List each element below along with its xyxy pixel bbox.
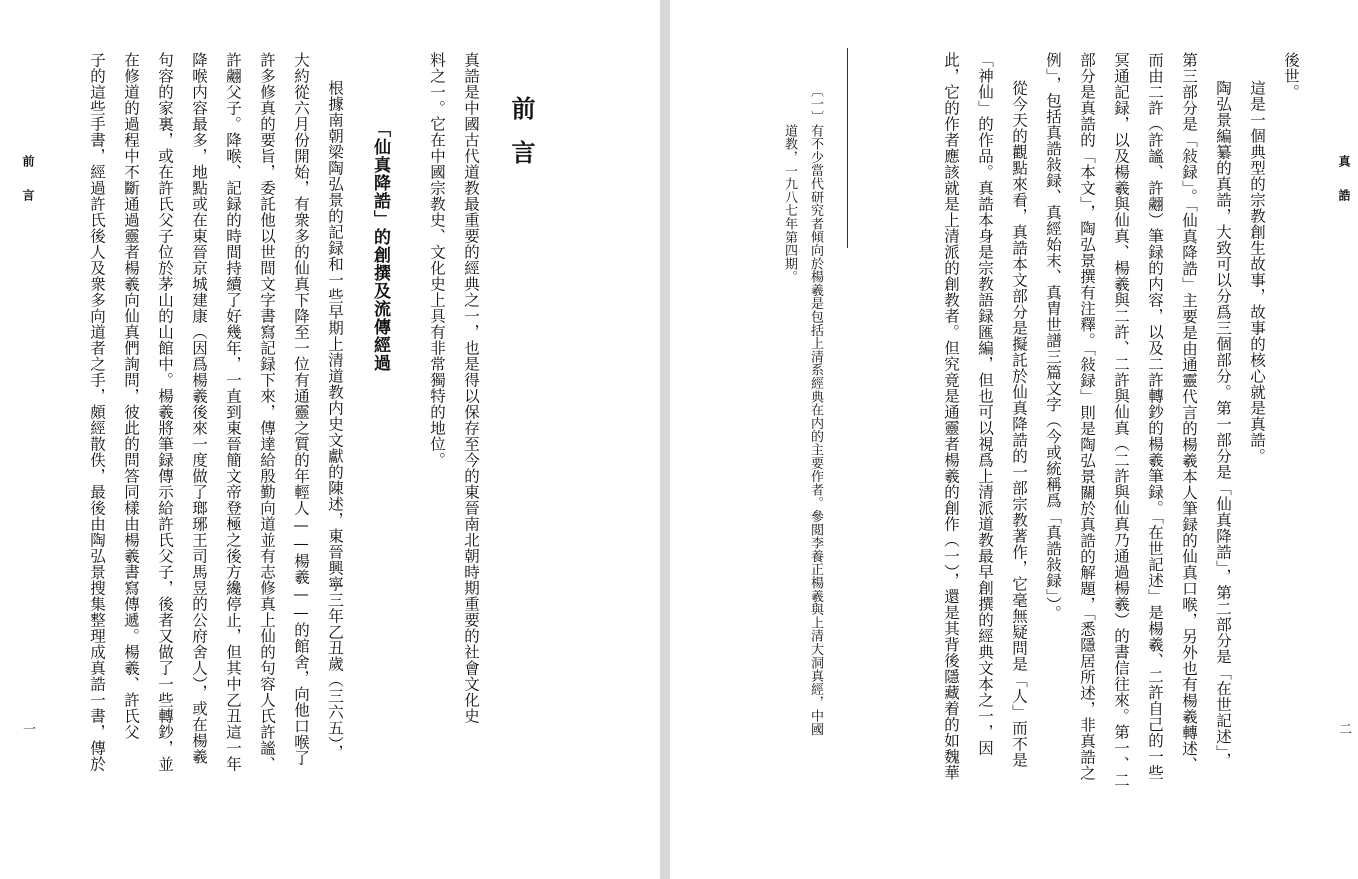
right-body-line-11: 此，它的作者應該就是上清派的創教者。但究竟是通靈者楊羲的創作（一），還是其背後隱藏着的如魏華 bbox=[942, 52, 960, 781]
right-body-line-7: 部分是真誥的「本文」，陶弘景撰有注釋。「敍録」則是陶弘景關於真誥的解題，「悉隱居所述，非真誥之 bbox=[1078, 52, 1096, 781]
right-body-line-1: 後世。 bbox=[1282, 52, 1300, 100]
right-body-line-6: 冥通記録，以及楊羲與仙真、楊羲與二許、二許與仙真（二許與仙真乃通過楊羲）的書信往來。第一、二 bbox=[1112, 52, 1130, 788]
running-head-right: 真誥 bbox=[1337, 155, 1351, 223]
body-line-8: 子的這些手書，經過許氏後人及衆多向道者之手，頗經散佚，最後由陶弘景搜集整理成真誥一書，傳於 bbox=[88, 52, 106, 772]
footnote-rule bbox=[847, 48, 848, 248]
right-body-line-10: 「神仙」的作品。真誥本身是宗教語録匯編，但也可以視爲上清派道教最早創撰的經典文本之一，因 bbox=[976, 52, 994, 756]
body-line-4: 許翽父子。降喉、記録的時間持續了好幾年，一直到東晉簡文帝登極之後方纔停止，但其中乙丑這一年 bbox=[224, 52, 242, 772]
footnote-line-2: 道教，一九八七年第四期。 bbox=[782, 124, 797, 284]
right-body-line-5: 而由二許（許謐、許翽）筆録的内容，以及二許轉鈔的楊羲筆録。「在世記述」是楊羲、二許自己的一些 bbox=[1146, 52, 1164, 781]
running-head-left: 前言 bbox=[21, 155, 35, 223]
body-line-2: 大約從六月份開始，有衆多的仙真下降至一位有通靈之質的年輕人——楊羲——的館舍，向他口喉了 bbox=[292, 52, 310, 766]
right-body-line-9: 從今天的觀點來看，真誥本文部分是擬託於仙真降誥的一部宗教著作，它毫無疑問是「人」而不是 bbox=[1010, 80, 1028, 768]
body-line-6: 句容的家裏，或在許氏父子位於茅山的山館中。楊羲將筆録傳示給許氏父子，後者又做了一些轉鈔，並 bbox=[156, 52, 174, 772]
page-number-right: 二 bbox=[1336, 722, 1351, 736]
right-body-line-8: 例」，包括真誥敍録、真經始末、真胄世譜三篇文字（今或統稱爲「真誥敍録」）。 bbox=[1044, 52, 1062, 621]
left-page bbox=[0, 0, 660, 879]
right-page bbox=[670, 0, 1358, 879]
page-number-left: 一 bbox=[20, 722, 35, 736]
body-line-7: 在修道的過程中不斷通過靈者楊羲向仙真們詢問，彼此的問答同樣由楊羲書寫傳遞。楊羲、許氏父 bbox=[122, 52, 140, 740]
body-line-3: 許多修真的要旨，委託他以世間文字書寫記録下來，傳達給殷勤向道並有志修真上仙的句容人氏許謐、 bbox=[258, 52, 276, 772]
intro-line-2: 料之一。它在中國宗教史、文化史上具有非常獨特的地位。 bbox=[428, 52, 446, 468]
footnote-line-1: 〔一〕有不少當代研究者傾向於楊羲是包括上清系經典在内的主要作者。參閲李養正楊羲與上清大洞真經，中國 bbox=[808, 84, 823, 736]
right-body-line-4: 第三部分是「敍録」。「仙真降誥」主要是由通靈代言的楊羲本人筆録的仙真口喉，另外也有楊羲轉述、 bbox=[1180, 52, 1198, 773]
body-line-5: 降喉内容最多，地點或在東晉京城建康（因爲楊羲後來一度做了瑯琊王司馬昱的公府舍人），或在楊羲 bbox=[190, 52, 208, 765]
right-body-line-2: 這是一個典型的宗教創生故事，故事的核心就是真誥。 bbox=[1248, 80, 1266, 464]
body-line-1: 根據南朝梁陶弘景的記録和一些早期上清道教内史文獻的陳述，東晉興寧三年乙丑歲（三六五）， bbox=[326, 80, 344, 761]
page-title: 前言 bbox=[507, 96, 536, 184]
section-heading: 「仙真降誥」的創撰及流傳經過 bbox=[370, 120, 390, 372]
intro-line-1: 真誥是中國古代道教最重要的經典之一，也是得以保存至今的東晉南北朝時期重要的社會文化史 bbox=[462, 52, 480, 724]
right-body-line-3: 陶弘景編纂的真誥，大致可以分爲三個部分。第一部分是「仙真降誥」，第二部分是「在世記述」， bbox=[1214, 80, 1232, 769]
